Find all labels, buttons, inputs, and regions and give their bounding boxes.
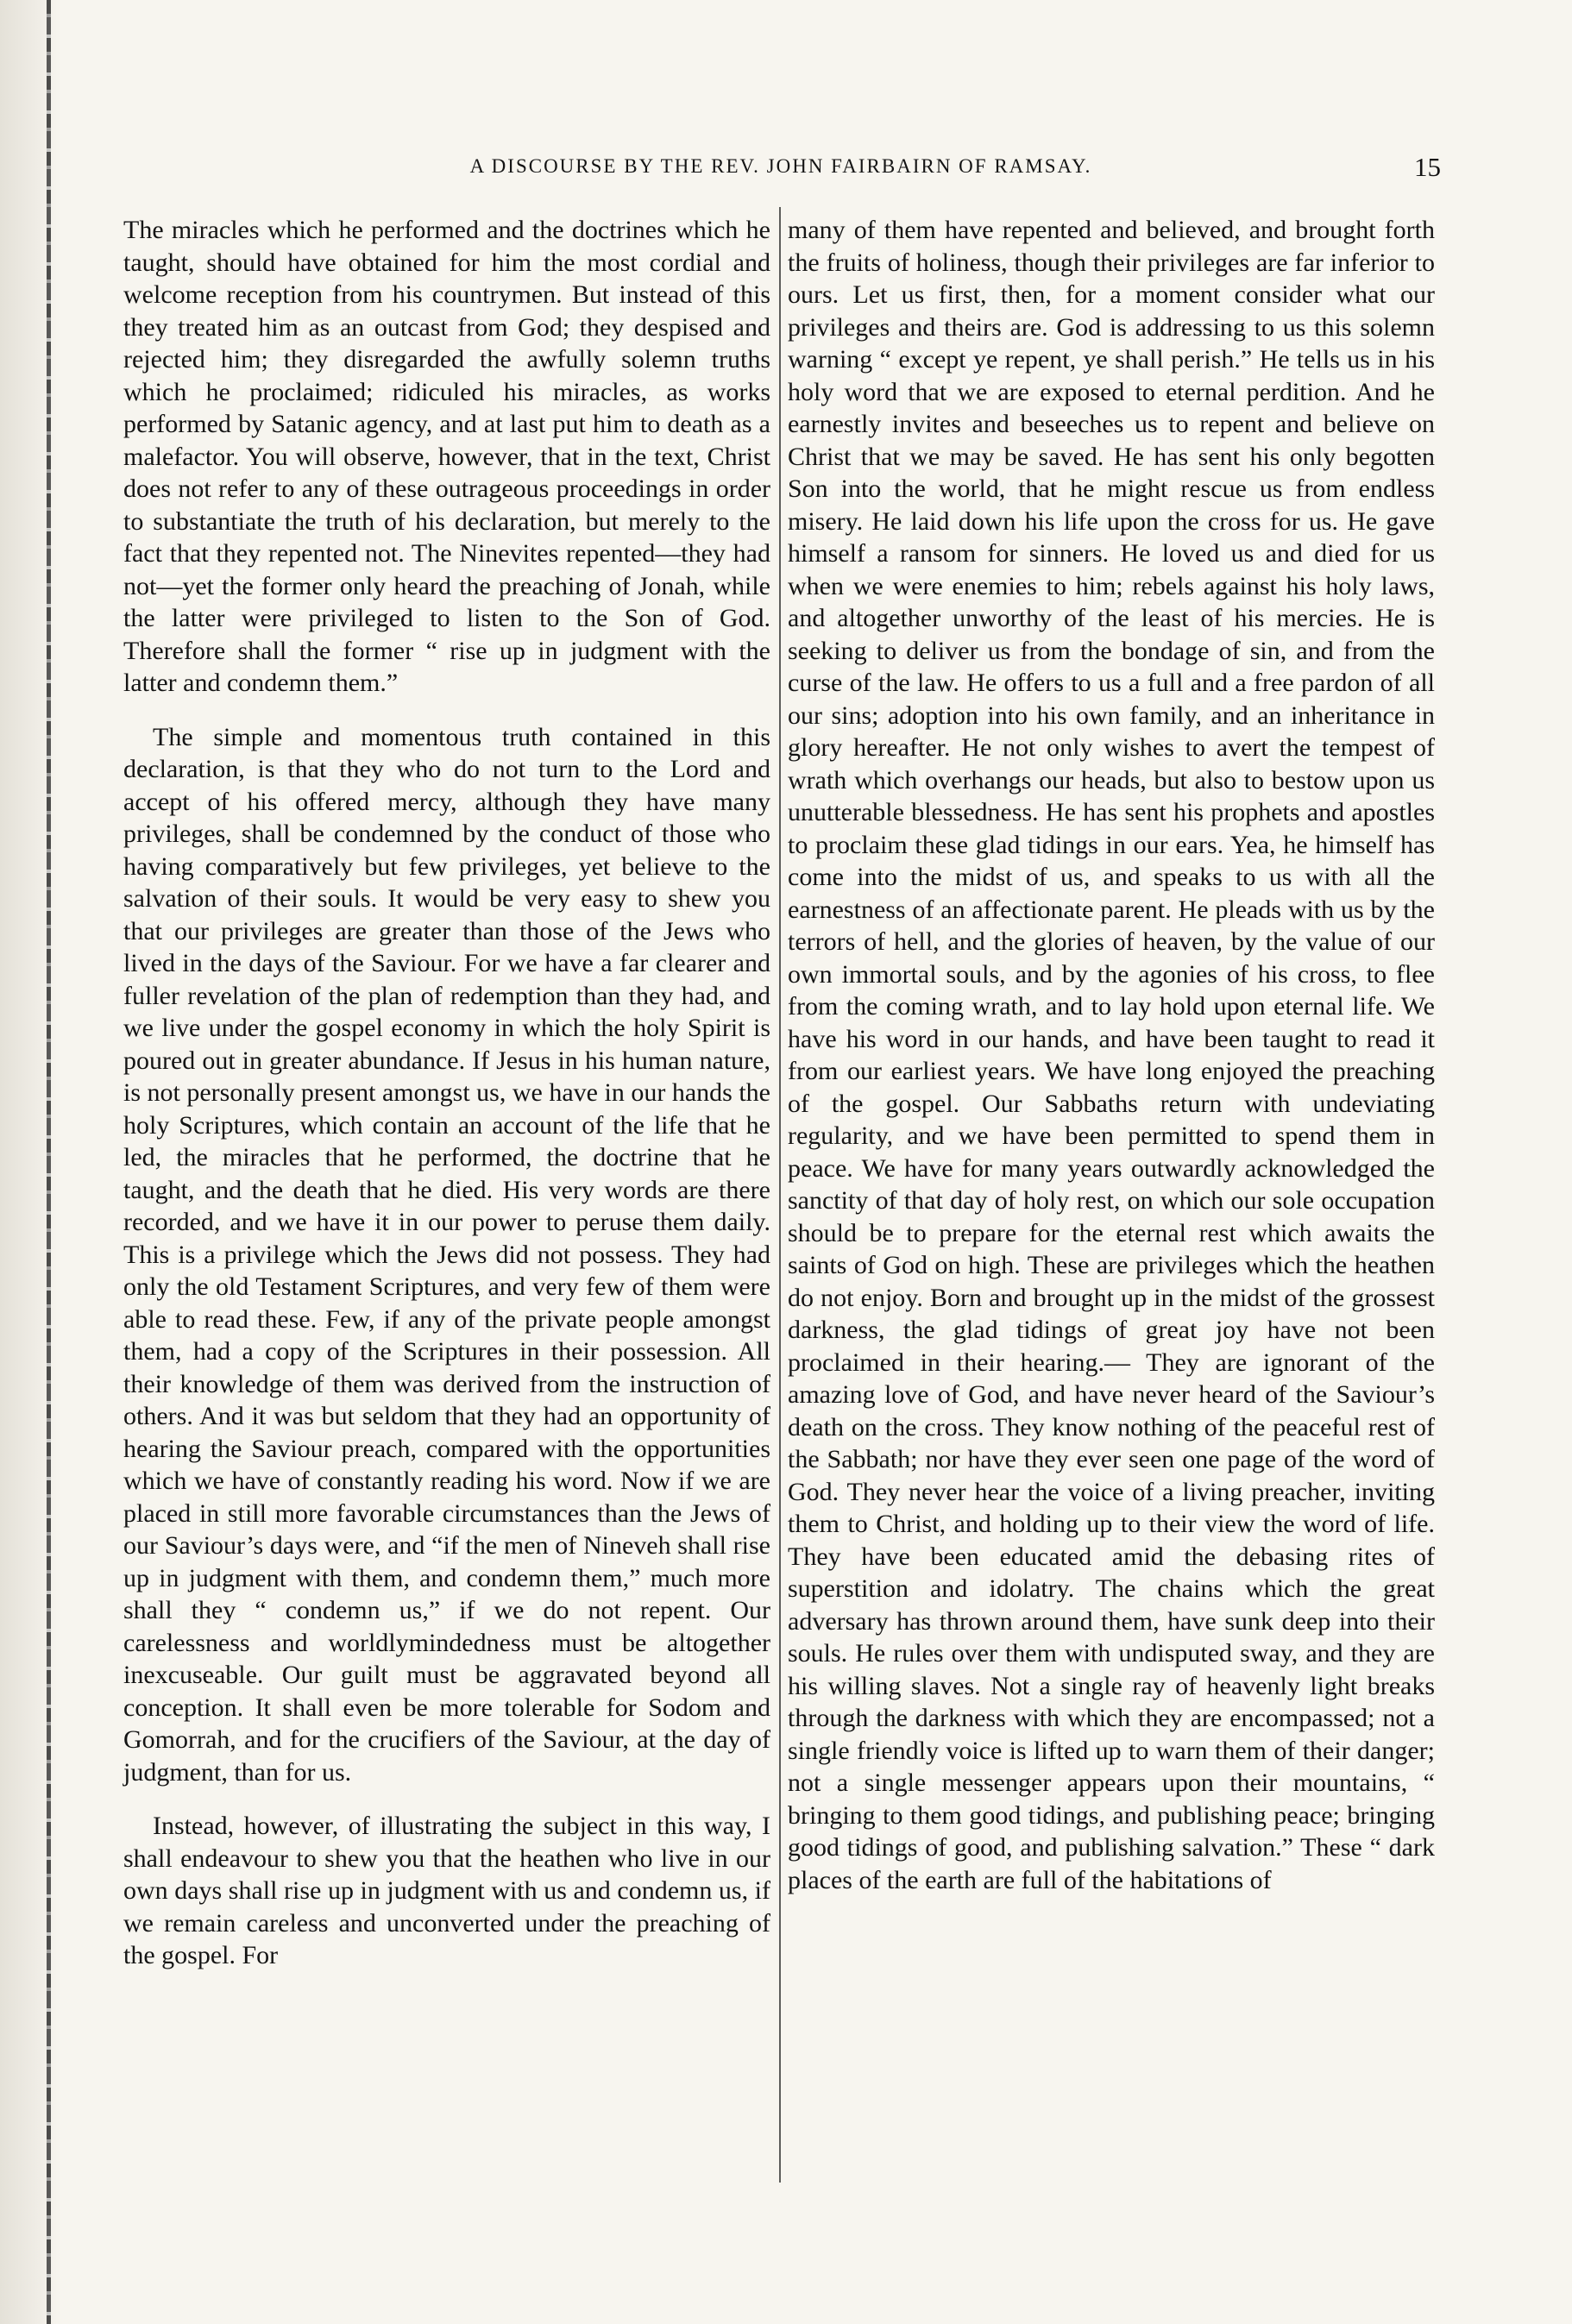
left-paragraph-2: The simple and momentous truth contained in this declaration, is that they who do not turn to the Lord and accept of his offered mercy, although they have many privileges, shall be condemned by the conduct of those who having comparatively but few privileges, yet believe to the salvation of their souls. It would be very easy to shew you that our privileges are greater than those of the Jews who lived in the days of the Saviour. For we have a far clearer and fuller revelation of the plan of redemption than they had, and we live under the gospel economy in which the holy Spirit is poured out in greater abundance. If Jesus in his human nature, is not personally present amongst us, we have in our hands the holy Scriptures, which contain an account of the life that he led, the miracles that he performed, the doctrine that he taught, and the death that he died. His very words are there recorded, and we have it in our power to peruse them daily. This is a privilege which the Jews did not possess. They had only the old Testament Scriptures, and very few of them were able to read these. Few, if any of the private people amongst them, had a copy of the Scriptures in their possession. All their knowledge of them was derived from the instruction of others. And it was but seldom that they had an opportunity of hearing the Saviour preach, compared with the opportunities which we have of constantly reading his word. Now if we are placed in still more favorable circumstances than the Jews of our Saviour’s days were, and “if the men of Nineveh shall rise up in judgment with them, and condemn them,” much more shall they “ condemn us,” if we do not repent. Our carelessness and worldlymindedness must be altogether inexcuseable. Our guilt must be aggravated beyond all conception. It shall even be more tolerable for Sodom and Gomorrah, and for the crucifiers of the Saviour, at the day of judgment, than for us. [123,722,770,1787]
right-column [788,214,1435,1896]
column-divider [779,207,781,2183]
right-paragraph-1: many of them have repented and believed, and brought forth the fruits of holiness, though their privileges are far inferior to ours. Let us first, then, for a moment consider what our privileges and theirs are. God is addressing to us this solemn warning “ except ye repent, ye shall perish.” He tells us in his holy word that we are exposed to eternal perdition. And he earnestly invites and beseeches us to repent and believe on Christ that we may be saved. He has sent his only begotten Son into the world, that he might rescue us from endless misery. He laid down his life upon the cross for us. He gave himself a ransom for sinners. He loved us and died for us when we were enemies to him; rebels against his holy laws, and altogether unworthy of the least of his mercies. He is seeking to deliver us from the bondage of sin, and from the curse of the law. He offers to us a full and a free pardon of all our sins; adoption into his own family, and an inheritance in glory hereafter. He not only wishes to avert the tempest of wrath which overhangs our heads, but also to bestow upon us unutterable blessedness. He has sent his prophets and apostles to proclaim these glad tidings in our ears. Yea, he himself has come into the midst of us, and speaks to us with all the earnestness of an affectionate parent. He pleads with us by the terrors of hell, and the glories of heaven, by the value of our own immortal souls, and by the agonies of his cross, to flee from the coming wrath, and to lay hold upon eternal life. We have his word in our hands, and have been taught to read it from our earliest years. We have long enjoyed the preaching of the gospel. Our Sabbaths return with undeviating regularity, and we have been permitted to spend them in peace. We have for many years outwardly acknowledged the sanctity of that day of holy rest, on which our sole occupation should be to prepare for the eternal rest which awaits the saints of God on high. These are privileges which the heathen do not enjoy. Born and brought up in the midst of the grossest darkness, the glad tidings of great joy have not been proclaimed in their hearing.— They are ignorant of the amazing love of God, and have never heard of the Saviour’s death on the cross. They know nothing of the peaceful rest of the Sabbath; nor have they ever seen one page of the word of God. They never hear the voice of a living preacher, inviting them to Christ, and holding up to their view the word of life. They have been educated amid the debasing rites of superstition and idolatry. The chains which the great adversary has thrown around them, have sunk deep into their souls. He rules over them with undisputed sway, and they are his willing slaves. Not a single ray of heavenly light breaks through the darkness with which they are encompassed; not a single friendly voice is lifted up to warn them of their danger; not a single messenger appears upon their mountains, “ bringing to them good tidings, and publishing peace; bringing good tidings of good, and publishing salvation.” These “ dark places of the earth are full of the habitations of [788,216,1435,1894]
page-number: 15 [1414,152,1441,182]
page-header [121,152,1441,190]
running-head: A DISCOURSE BY THE REV. JOHN FAIRBAIRN OF RAMSAY. [469,155,1092,177]
binding-edge [0,0,60,2324]
binding-stitch-line [47,0,51,2324]
left-column [123,214,770,1972]
left-paragraph-3: Instead, however, of illustrating the subject in this way, I shall endeavour to shew you that the heathen who live in our own days shall rise up in judgment with us and condemn us, if we remain careless and unconverted under the preaching of the gospel. For [123,1812,770,1969]
left-paragraph-1: The miracles which he performed and the doctrines which he taught, should have obtained for him the most cordial and welcome reception from his countrymen. But instead of this they treated him as an outcast from God; they despised and rejected him; they disregarded the awfully solemn truths which he proclaimed; ridiculed his miracles, as works performed by Satanic agency, and at last put him to death as a malefactor. You will observe, however, that in the text, Christ does not refer to any of these outrageous proceedings in order to substantiate the truth of his declaration, but merely to the fact that they repented not. The Ninevites repented—they had not—yet the former only heard the preaching of Jonah, while the latter were privileged to listen to the Son of God. Therefore shall the former “ rise up in judgment with the latter and condemn them.” [123,216,770,697]
